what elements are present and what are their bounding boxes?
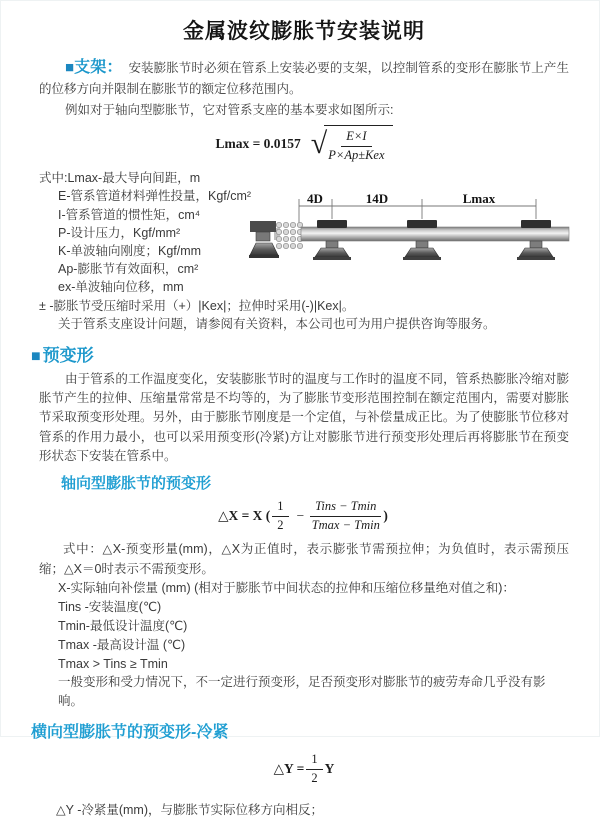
fraction-numerator: E×I bbox=[341, 129, 371, 147]
minus-operator: − bbox=[296, 508, 305, 524]
lateral-note-line: △Y -冷紧量(mm)，与膨胀节实际位移方向相反； bbox=[56, 803, 324, 818]
sqrt-radical-icon: √ bbox=[310, 127, 328, 161]
section-bullet-icon: ■ bbox=[31, 348, 41, 366]
formula-lhs: △X = X ( bbox=[218, 508, 271, 524]
fraction-denominator: 2 bbox=[277, 517, 284, 532]
formula-rhs: ) bbox=[383, 508, 388, 524]
fraction-denominator: Tmax − Tmin bbox=[311, 517, 380, 532]
support-section-heading: 支架： bbox=[74, 59, 123, 76]
formula-rhs: Y bbox=[324, 761, 335, 777]
page-title: 金属波纹膨胀节安装说明 bbox=[183, 20, 425, 43]
axial-note-line: Tmax > Tins ≥ Tmin bbox=[58, 656, 168, 671]
fraction-numerator: 1 bbox=[272, 499, 288, 517]
fraction-numerator: Tins − Tmin bbox=[310, 499, 381, 517]
fraction-denominator: P×Ap±Kex bbox=[328, 147, 385, 162]
predeform-paragraph: 由于管系的工作温度变化，安装膨胀节时的温度与工作时的温度不同，管系热膨胀冷缩对膨胀节产生的拉伸、压缩量常常是不均等的，为了膨胀节变形范围控制在额定范围内，需要对膨胀节采取预变形处理。另外，由于膨胀节刚度是一个定值，与补偿量成正比。为了使膨胀节位移对管系的作用力最小，也可以采用预变形(冷紧)方让对膨胀节进行预变形处理后再将膨胀节在预变形状态下安装在管系中。 bbox=[39, 372, 569, 463]
definition-line: 关于管系支座设计问题，请参阅有关资料，本公司也可为用户提供咨询等服务。 bbox=[58, 316, 496, 331]
formula-lhs: △Y = bbox=[273, 761, 305, 777]
predeform-section-heading bbox=[31, 341, 569, 366]
radicand-fraction bbox=[328, 129, 384, 163]
support-intro-text: 安装膨胀节时必须在管系上安装必要的支架，以控制管系的变形在膨胀节上产生的位移方向并限制在膨胀节的额定位移范围内。 bbox=[39, 61, 569, 96]
axial-note-line: Tmin-最低设计温度(℃) bbox=[58, 618, 188, 633]
guide-spacing-formula bbox=[39, 125, 569, 163]
dimension-label-4d: 4D bbox=[307, 191, 323, 206]
axial-note-line: 一般变形和受力情况下，不一定进行预变形，足否预变形对膨胀节的疲劳寿命几乎没有影响。 bbox=[58, 675, 546, 709]
anchor-support bbox=[249, 221, 280, 258]
lateral-predeform-formula bbox=[39, 752, 569, 786]
support-example-line: 例如对于轴向型膨胀节，它对管系支座的基本要求如图所示: bbox=[65, 103, 394, 117]
section-bullet-icon: ■ bbox=[65, 59, 75, 76]
pipe-support-diagram bbox=[249, 191, 594, 273]
axial-note-paragraph: 式中：△X-预变形量(mm)，△X为正值时，表示膨张节需预拉伸；为负值时，表示需预压缩；△X＝0时表示不需预变形。 bbox=[39, 542, 569, 577]
axial-note-line: Tins -安装温度(℃) bbox=[58, 600, 162, 615]
definition-line: I-管系管道的惯性矩，cm⁴ bbox=[58, 207, 201, 222]
definition-line: K-单波轴向刚度；Kgf/mm bbox=[58, 244, 202, 259]
dimension-label-14d: 14D bbox=[365, 191, 389, 206]
definition-line: ex-单波轴向位移，mm bbox=[58, 280, 184, 295]
temperature-fraction bbox=[310, 499, 381, 533]
dimension-label-lmax: Lmax bbox=[462, 191, 496, 206]
half-fraction bbox=[306, 752, 322, 786]
lateral-predeform-subtitle: 横向型膨胀节的预变形-冷紧 bbox=[31, 723, 229, 741]
fraction-denominator: 2 bbox=[311, 770, 318, 785]
bellows bbox=[276, 222, 302, 248]
predeform-heading-text: 预变形 bbox=[42, 346, 94, 366]
fraction-numerator: 1 bbox=[306, 752, 322, 770]
definition-line: Ap-膨胀节有效面积，cm² bbox=[58, 262, 199, 277]
axial-note-line: Tmax -最高设计温 (℃) bbox=[58, 637, 186, 652]
axial-predeform-subtitle: 轴向型膨胀节的预变形 bbox=[61, 475, 212, 493]
axial-note-line: X-实际轴向补偿量 (mm) (相对于膨胀节中间状态的拉伸和压缩位移量绝对值之和)： bbox=[58, 581, 515, 596]
definition-line: P-设计压力，Kgf/mm² bbox=[58, 225, 181, 240]
definition-line: E-管系管道材料弹性投量，Kgf/cm² bbox=[58, 189, 252, 204]
axial-predeform-formula bbox=[39, 499, 569, 533]
pipe bbox=[301, 227, 569, 241]
definition-line: ± -膨胀节受压缩时采用（+）|Kex|；拉伸时采用(-)|Kex|。 bbox=[39, 298, 355, 313]
support-intro-paragraph bbox=[39, 57, 569, 100]
sqrt-radicand bbox=[324, 125, 392, 163]
dimension-lines bbox=[299, 191, 536, 223]
definition-line: 式中:Lmax-最大导向间距，m bbox=[39, 171, 201, 186]
half-fraction bbox=[272, 499, 288, 533]
formula-prefix: Lmax = 0.0157 bbox=[215, 136, 301, 152]
